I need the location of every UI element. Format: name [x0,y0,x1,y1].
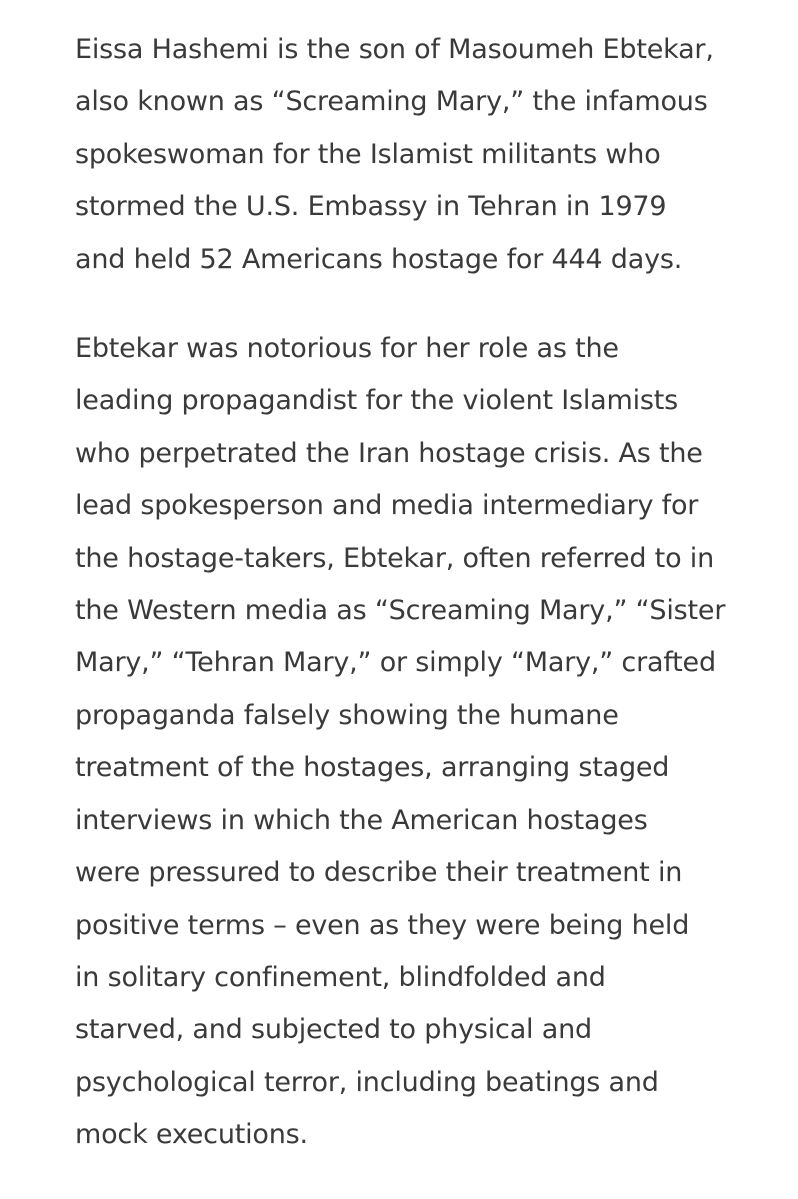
text-line: the Western media as “Screaming Mary,” “Sister [75,595,726,627]
text-line: who perpetrated the Iran hostage crisis. As the [75,437,703,469]
text-line: propaganda falsely showing the humane [75,699,619,731]
text-line: mock executions. [75,1119,308,1151]
text-line: the hostage-takers, Ebtekar, often referred to in [75,542,714,574]
text-line: starved, and subjected to physical and [75,1014,592,1046]
text-line: also known as “Screaming Mary,” the infamous [75,86,708,118]
text-line: and held 52 Americans hostage for 444 days. [75,243,683,275]
text-line: stormed the U.S. Embassy in Tehran in 1979 [75,191,667,223]
text-line: Mary,” “Tehran Mary,” or simply “Mary,” crafted [75,647,716,679]
text-line: lead spokesperson and media intermediary for [75,490,699,522]
text-line: spokeswoman for the Islamist militants who [75,138,661,170]
text-line: Eissa Hashemi is the son of Masoumeh Ebtekar, [75,34,714,65]
text-line: treatment of the hostages, arranging staged [75,752,670,784]
text-line: positive terms – even as they were being held [75,909,690,941]
text-line: psychological terror, including beatings and [75,1066,659,1098]
text-line: leading propagandist for the violent Islamists [75,385,679,417]
text-line: in solitary confinement, blindfolded and [75,961,606,993]
paragraph-2 [75,323,735,1162]
text-line: were pressured to describe their treatment in [75,857,683,889]
text-line: interviews in which the American hostages [75,804,648,836]
paragraph-1 [75,24,735,286]
text-line: Ebtekar was notorious for her role as the [75,333,619,365]
article-body [75,24,735,1162]
